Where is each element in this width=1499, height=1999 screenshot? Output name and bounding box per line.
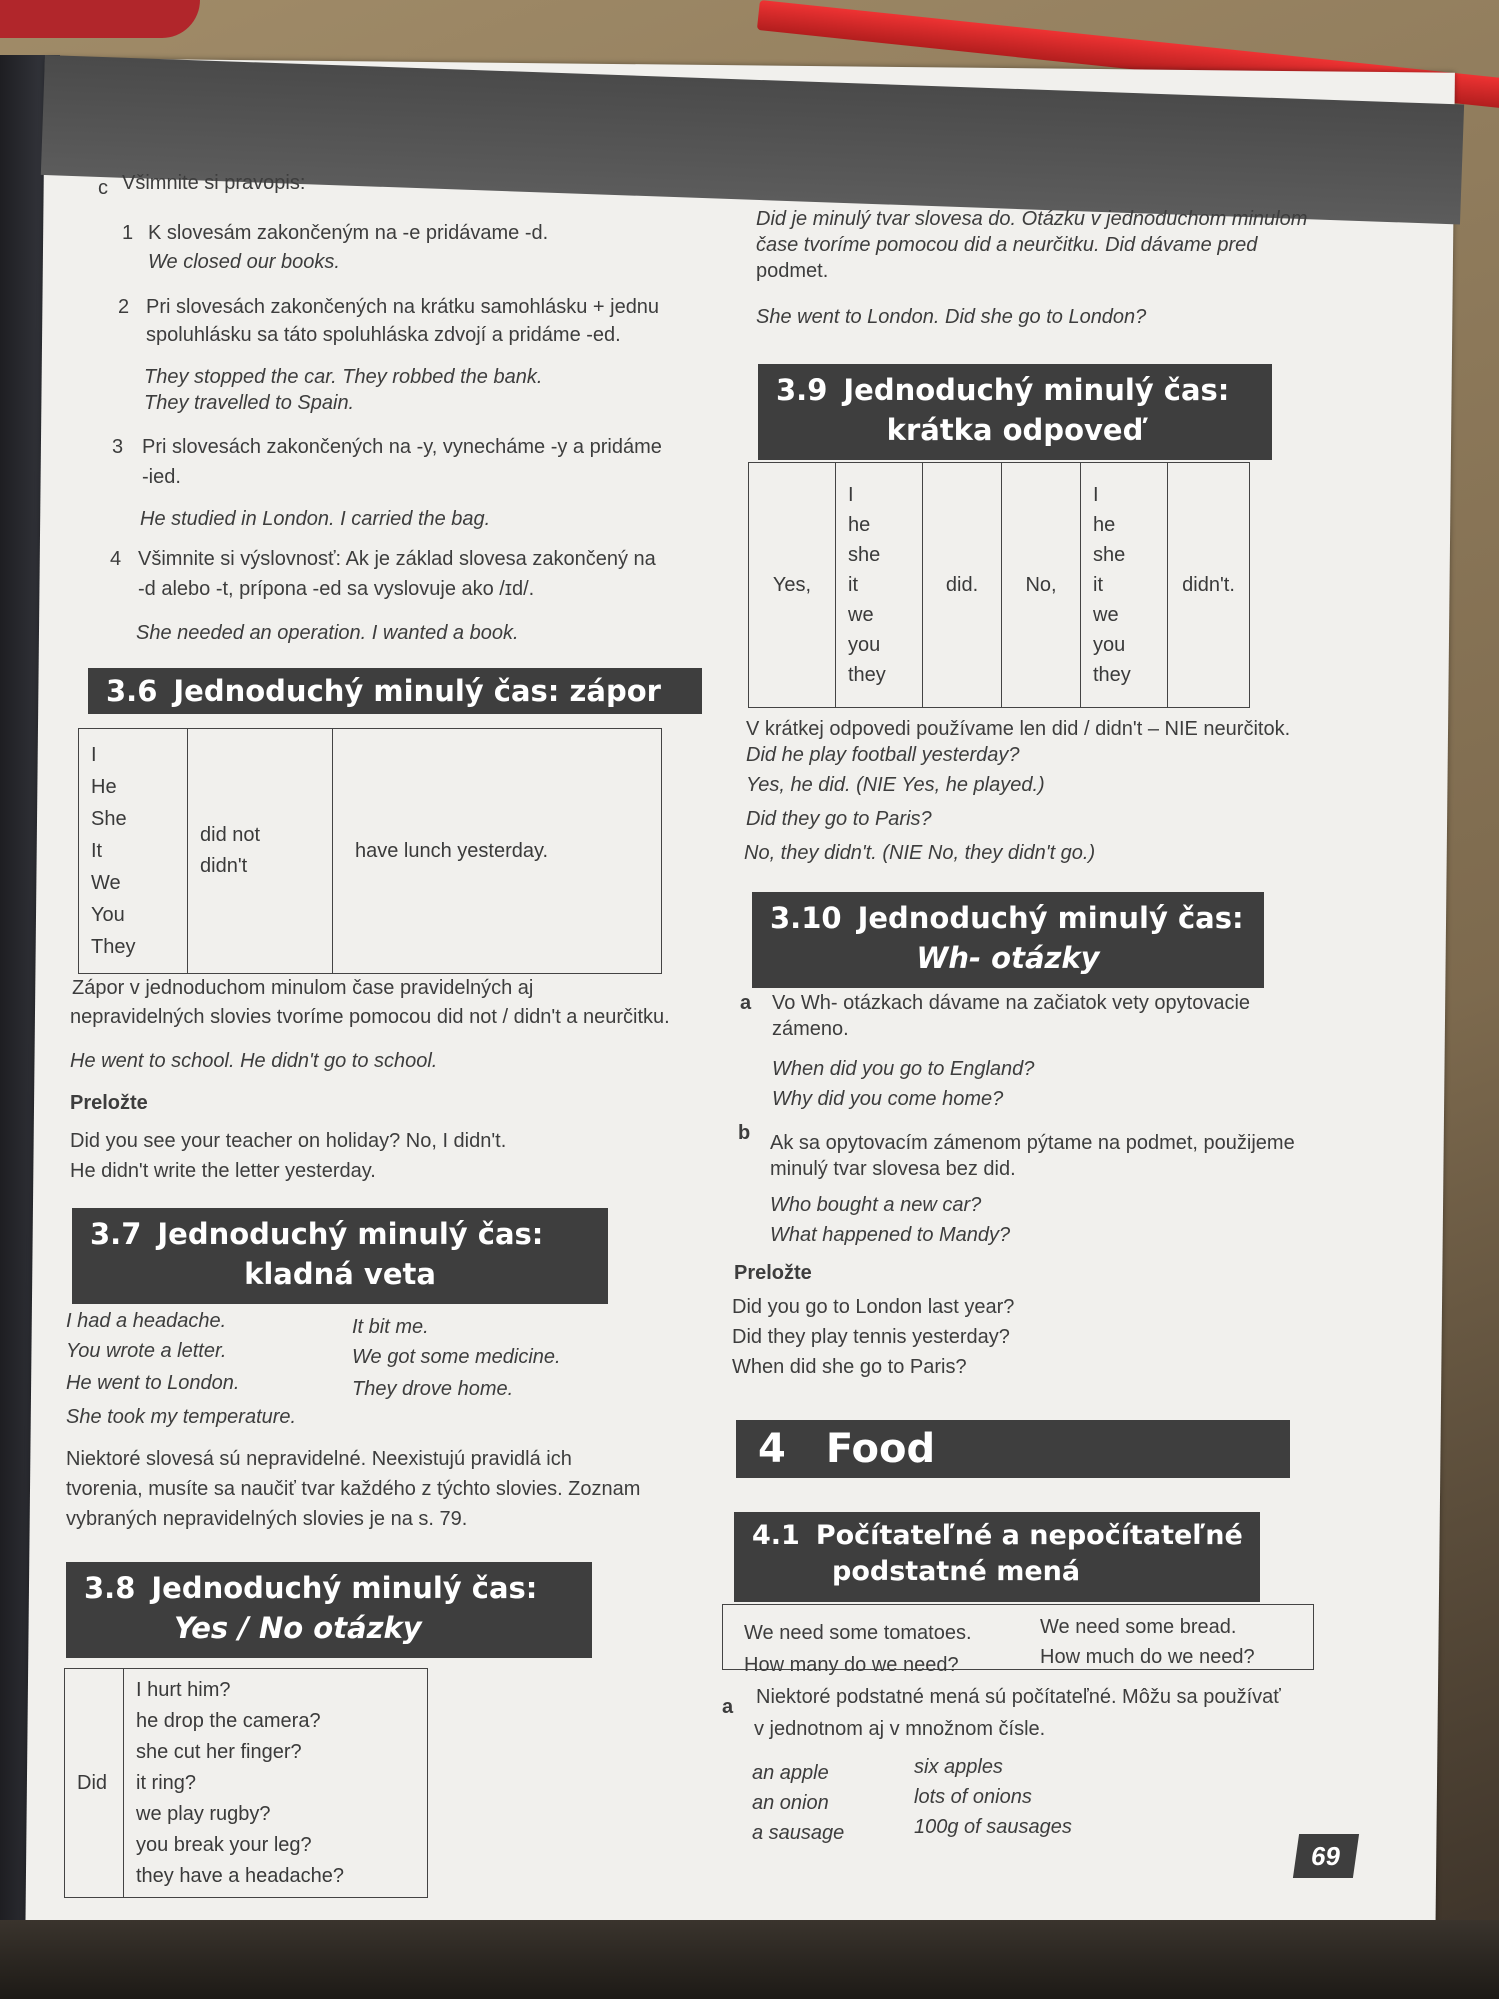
pronoun: They: [91, 936, 136, 958]
rule-text: Všimnite si výslovnosť: Ak je základ slovesa zakončený na: [138, 548, 656, 570]
rule-number: 3: [112, 436, 124, 458]
rule-example: They travelled to Spain.: [144, 392, 355, 414]
box-text: We need some bread.: [1040, 1616, 1237, 1638]
rule-example: She needed an operation. I wanted a book.: [136, 622, 519, 644]
translate-label: Preložte: [70, 1092, 148, 1114]
aux-long: did not: [200, 824, 261, 846]
rule-text: spoluhlásku sa táto spoluhláska zdvojí a pridáme -ed.: [146, 324, 621, 346]
plural-example: lots of onions: [914, 1786, 1032, 1808]
example: You wrote a letter.: [66, 1340, 227, 1362]
rule-text: -ied.: [142, 466, 181, 488]
section-heading-3-6: [88, 668, 702, 714]
example: He went to London.: [66, 1372, 240, 1394]
paragraph: tvorenia, musíte sa naučiť tvar každého z týchto slovies. Zoznam: [66, 1478, 641, 1500]
chapter-heading-4: [736, 1420, 1290, 1478]
paragraph: minulý tvar slovesa bez did.: [770, 1158, 1016, 1180]
paragraph: vybraných nepravidelných slovies je na s. 79.: [66, 1508, 468, 1530]
pronoun-column: [836, 463, 923, 708]
heading-number: 3.9: [776, 373, 828, 407]
pronoun: It: [91, 840, 103, 862]
heading-title: Jednoduchý minulý čas:: [157, 1217, 544, 1251]
did-cell: did.: [923, 463, 1002, 708]
did-cell: Did: [65, 1669, 124, 1898]
paragraph: v jednotnom aj v množnom čísle.: [754, 1718, 1046, 1740]
rule-text: -d alebo -t, prípona -ed sa vyslovuje ako /ɪd/.: [138, 578, 535, 600]
pronoun: She: [91, 808, 127, 830]
paragraph: čase tvoríme pomocou did a neurčitku. Did dávame pred: [756, 234, 1258, 256]
rule-text: Pri slovesách zakončených na krátku samohlásku + jednu: [146, 296, 660, 318]
paragraph: Zápor v jednoduchom minulom čase pravidelných aj: [72, 977, 534, 999]
heading-title: Jednoduchý minulý čas:: [857, 901, 1244, 935]
heading-number: 3.8: [84, 1571, 136, 1605]
example: It bit me.: [352, 1316, 429, 1338]
pronoun: it: [848, 574, 858, 596]
paragraph: zámeno.: [772, 1018, 849, 1040]
paragraph: Vo Wh- otázkach dávame na začiatok vety opytovacie: [772, 992, 1251, 1014]
pronoun: I: [848, 484, 854, 506]
example: Who bought a new car?: [770, 1194, 982, 1216]
point-label: a: [740, 992, 752, 1014]
translate-label: Preložte: [734, 1262, 812, 1284]
box-text: How much do we need?: [1040, 1646, 1255, 1668]
heading-title: Jednoduchý minulý čas:: [843, 373, 1230, 407]
example: No, they didn't. (NIE No, they didn't go.): [744, 842, 1096, 864]
question: it ring?: [136, 1771, 197, 1794]
question: we play rugby?: [136, 1802, 271, 1825]
translate-item: Did you go to London last year?: [732, 1296, 1015, 1318]
pronoun: he: [1093, 514, 1116, 536]
didnt-cell: didn't.: [1168, 463, 1250, 708]
pronoun: she: [848, 544, 881, 566]
heading-title: Počítateľné a nepočítateľné: [815, 1520, 1243, 1551]
red-tin: [0, 0, 200, 38]
pronoun-column: [1081, 463, 1168, 708]
example: She took my temperature.: [66, 1406, 297, 1428]
rule-example: They stopped the car. They robbed the bank.: [144, 366, 543, 388]
pronoun: We: [91, 872, 121, 894]
plural-example: six apples: [914, 1756, 1003, 1778]
heading-subtitle: krátka odpoveď: [886, 413, 1144, 447]
pronoun-column: [79, 729, 188, 974]
example: Did they go to Paris?: [746, 808, 932, 830]
pronoun: they: [1093, 664, 1131, 686]
box-text: We need some tomatoes.: [744, 1622, 972, 1644]
pronoun: you: [848, 634, 881, 656]
heading-number: 4.1: [752, 1520, 800, 1551]
question: he drop the camera?: [136, 1709, 321, 1732]
heading-subtitle: Yes / No otázky: [174, 1611, 422, 1645]
yes-no-table: [64, 1668, 428, 1898]
section-heading-3-10: [752, 892, 1264, 988]
section-heading-3-8: [66, 1562, 592, 1658]
pronoun: we: [1093, 604, 1119, 626]
translate-item: When did she go to Paris?: [732, 1356, 967, 1378]
example: She went to London. Did she go to London?: [756, 306, 1147, 328]
paragraph: Ak sa opytovacím zámenom pýtame na podmet, použijeme: [770, 1132, 1295, 1154]
section-heading-4-1: [734, 1512, 1260, 1602]
verb-cell: have lunch yesterday.: [333, 729, 662, 974]
negative-table: [78, 728, 662, 974]
pronoun: she: [1093, 544, 1126, 566]
rule-number: 2: [118, 296, 130, 318]
singular-example: an apple: [752, 1762, 829, 1784]
rule-number: 1: [122, 222, 134, 244]
rule-example: He studied in London. I carried the bag.: [140, 508, 491, 530]
heading-number: 3.6: [106, 674, 158, 708]
example: Yes, he did. (NIE Yes, he played.): [746, 774, 1045, 796]
pronoun: we: [848, 604, 874, 626]
no-cell: No,: [1002, 463, 1081, 708]
rule-text: K slovesám zakončeným na -e pridávame -d.: [148, 222, 549, 244]
page-number: 69: [1293, 1834, 1359, 1878]
example: When did you go to England?: [772, 1058, 1035, 1080]
pronoun: He: [91, 776, 117, 798]
point-label: b: [738, 1122, 751, 1144]
paragraph: nepravidelných slovies tvoríme pomocou did not / didn't a neurčitku.: [70, 1006, 670, 1028]
example: Did he play football yesterday?: [746, 744, 1020, 766]
section-c-title: Všimnite si pravopis:: [122, 172, 306, 194]
heading-number: 3.7: [90, 1217, 142, 1251]
pronoun: I: [91, 744, 97, 766]
pronoun: you: [1093, 634, 1126, 656]
example: We got some medicine.: [352, 1346, 561, 1368]
example: Why did you come home?: [772, 1088, 1004, 1110]
question: I hurt him?: [136, 1678, 231, 1701]
section-heading-3-9: [758, 364, 1272, 460]
heading-subtitle: kladná veta: [244, 1257, 436, 1291]
question: they have a headache?: [136, 1864, 344, 1887]
auxiliary-cell: [188, 729, 333, 974]
paragraph: Niektoré slovesá sú nepravidelné. Neexistujú pravidlá ich: [66, 1448, 572, 1470]
singular-example: a sausage: [752, 1822, 845, 1844]
heading-title: Jednoduchý minulý čas: zápor: [173, 674, 661, 708]
pronoun: he: [848, 514, 871, 536]
point-label: a: [722, 1696, 734, 1718]
short-answer-table: [748, 462, 1250, 708]
heading-subtitle: Wh- otázky: [916, 941, 1100, 975]
rule-text: Pri slovesách zakončených na -y, vynecháme -y a pridáme: [142, 436, 662, 458]
heading-title: Jednoduchý minulý čas:: [151, 1571, 538, 1605]
example: He went to school. He didn't go to school.: [70, 1050, 438, 1072]
rule-number: 4: [110, 548, 122, 570]
paragraph: Did je minulý tvar slovesa do. Otázku v jednoduchom minulom: [756, 208, 1308, 230]
question-cell: [124, 1669, 428, 1898]
example: I had a headache.: [66, 1310, 227, 1332]
box-text: How many do we need?: [744, 1654, 959, 1676]
yes-cell: Yes,: [749, 463, 836, 708]
section-c-label: c: [98, 177, 108, 199]
section-heading-3-7: [72, 1208, 608, 1304]
question: she cut her finger?: [136, 1740, 302, 1763]
heading-number: 3.10: [770, 901, 842, 935]
pronoun: I: [1093, 484, 1099, 506]
chapter-title: Food: [825, 1426, 936, 1472]
paragraph: Niektoré podstatné mená sú počítateľné. Môžu sa používať: [756, 1686, 1281, 1708]
rule-example: We closed our books.: [148, 251, 340, 273]
example: They drove home.: [352, 1378, 514, 1400]
translate-item: Did they play tennis yesterday?: [732, 1326, 1010, 1348]
example: What happened to Mandy?: [770, 1224, 1011, 1246]
heading-subtitle: podstatné mená: [832, 1556, 1081, 1587]
note: V krátkej odpovedi používame len did / didn't – NIE neurčitok.: [746, 718, 1291, 740]
paragraph: podmet.: [756, 260, 829, 282]
pronoun: they: [848, 664, 886, 686]
singular-example: an onion: [752, 1792, 829, 1814]
translate-item: Did you see your teacher on holiday? No, I didn't.: [70, 1130, 507, 1152]
pronoun: it: [1093, 574, 1103, 596]
translate-item: He didn't write the letter yesterday.: [70, 1160, 376, 1182]
chapter-number: 4: [758, 1426, 786, 1472]
question: you break your leg?: [136, 1833, 312, 1856]
table-shadow: [0, 1920, 1499, 1999]
plural-example: 100g of sausages: [914, 1816, 1072, 1838]
pronoun: You: [91, 904, 125, 926]
aux-short: didn't: [200, 855, 248, 877]
